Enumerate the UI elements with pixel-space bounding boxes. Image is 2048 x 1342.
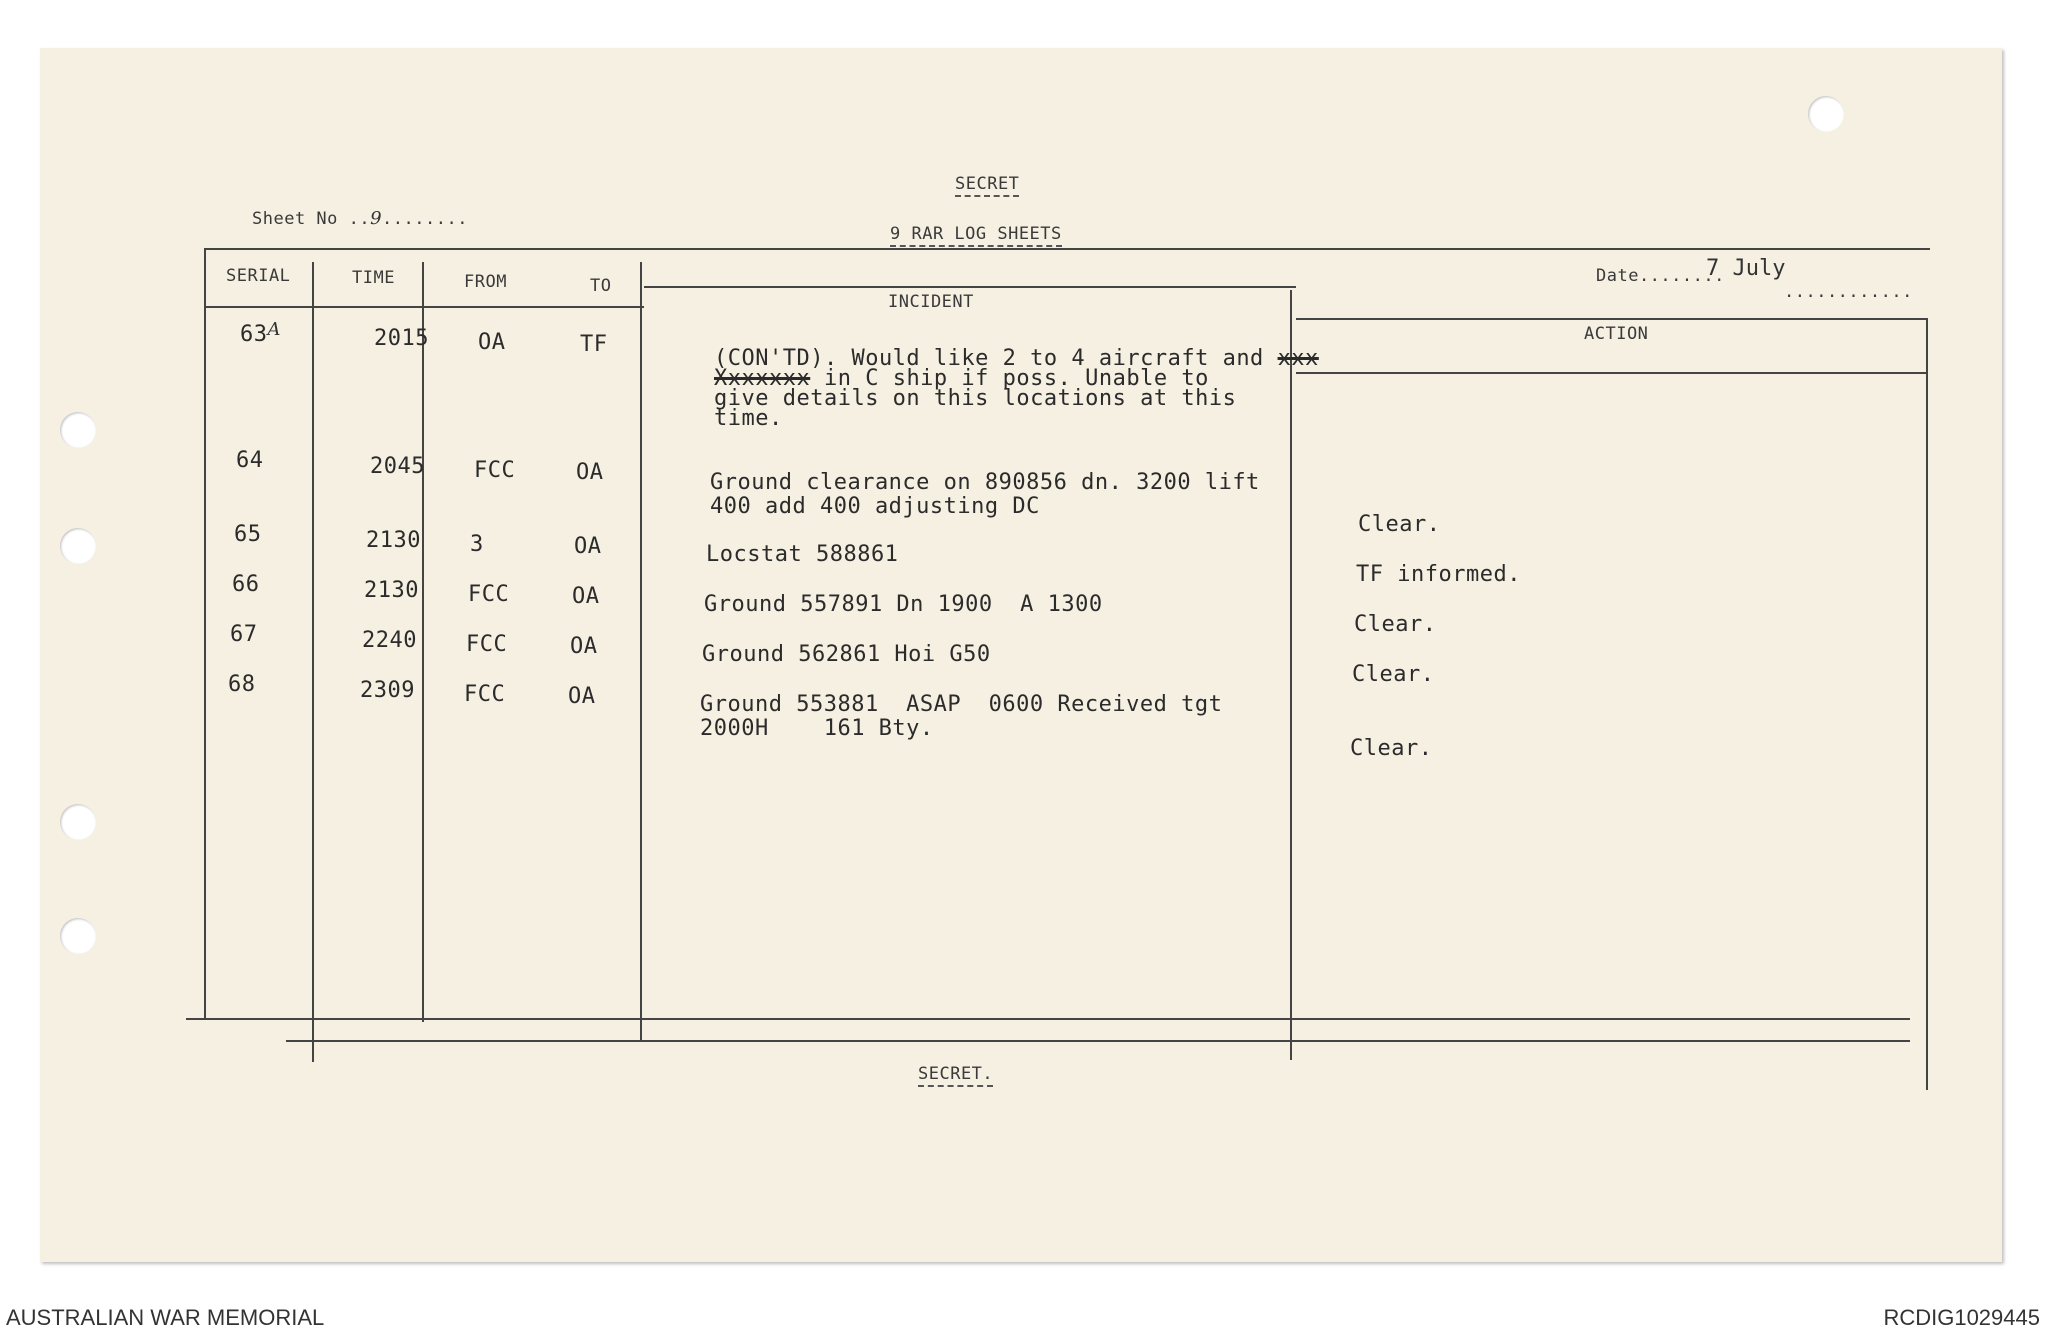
serial-handwritten-mark: A — [267, 319, 281, 340]
header-separator-incident — [644, 286, 1296, 288]
classification-bottom: SECRET. — [918, 1064, 993, 1087]
column-divider — [422, 262, 424, 1022]
row-65-time: 2130 — [366, 528, 421, 553]
row-67-time: 2240 — [362, 628, 417, 653]
row-66-from: FCC — [468, 582, 510, 607]
punch-hole — [1808, 96, 1844, 132]
document-title: 9 RAR LOG SHEETS — [890, 224, 1062, 247]
row-65-incident-line: Locstat 588861 — [706, 542, 899, 567]
struck-text: Xxxxxxx — [714, 366, 811, 391]
row-66-to: OA — [572, 584, 600, 609]
row-67-from: FCC — [466, 632, 508, 657]
row-66-action: Clear. — [1354, 612, 1437, 637]
row-67-action: Clear. — [1352, 662, 1435, 687]
sheet-dots: ........ — [382, 209, 468, 229]
punch-hole — [60, 918, 96, 954]
header-separator-left — [204, 306, 644, 308]
column-divider — [640, 262, 642, 1042]
row-65-from: 3 — [470, 532, 484, 557]
incident-text: (CON'TD). Would like 2 to 4 aircraft and — [714, 346, 1278, 371]
table-bottom-border — [186, 1018, 1910, 1020]
row-68-action: Clear. — [1350, 736, 1433, 761]
row-68-incident-line: 2000H 161 Bty. — [700, 716, 934, 741]
row-66-time: 2130 — [364, 578, 419, 603]
row-64-time: 2045 — [370, 454, 425, 479]
footer-catalog-id: RCDIG1029445 — [1883, 1305, 2040, 1330]
row-64-from: FCC — [474, 458, 516, 483]
row-64-incident-line: Ground clearance on 890856 dn. 3200 lift — [710, 470, 1260, 495]
serial-value: 63 — [240, 322, 268, 347]
row-67-incident-line: Ground 562861 Hoi G50 — [702, 642, 991, 667]
header-separator-action — [1296, 372, 1926, 374]
punch-hole — [60, 412, 96, 448]
row-68-serial: 68 — [228, 672, 256, 697]
row-64-serial: 64 — [236, 448, 264, 473]
row-68-time: 2309 — [360, 678, 415, 703]
row-63-from: OA — [478, 330, 506, 355]
column-divider — [1290, 290, 1292, 1060]
row-63-time: 2015 — [374, 326, 429, 351]
column-header-to: TO — [590, 276, 612, 296]
classification-top: SECRET — [955, 174, 1019, 197]
date-value: 7 July — [1706, 256, 1786, 281]
column-header-serial: SERIAL — [226, 266, 291, 286]
column-header-incident: INCIDENT — [888, 292, 974, 312]
date-dots: ............ — [1784, 282, 1913, 302]
row-65-action: TF informed. — [1356, 562, 1521, 587]
punch-hole — [60, 804, 96, 840]
table-top-border — [204, 248, 1930, 250]
row-65-serial: 65 — [234, 522, 262, 547]
row-67-to: OA — [570, 634, 598, 659]
row-65-to: OA — [574, 534, 602, 559]
sheet-number: 9 — [370, 208, 383, 229]
column-header-action: ACTION — [1584, 324, 1649, 344]
punch-hole — [60, 528, 96, 564]
sheet-number-field — [252, 208, 468, 229]
row-63-incident-line: give details on this locations at this — [714, 386, 1237, 411]
column-divider — [1926, 318, 1928, 1090]
row-63-serial — [240, 319, 281, 347]
row-67-serial: 67 — [230, 622, 258, 647]
table-bottom-border-lower — [286, 1040, 1910, 1042]
row-68-incident-line: Ground 553881 ASAP 0600 Received tgt — [700, 692, 1223, 717]
footer-institution: AUSTRALIAN WAR MEMORIAL — [6, 1305, 325, 1330]
column-header-time: TIME — [352, 268, 395, 288]
incident-text: in C ship if poss. Unable to — [823, 366, 1209, 391]
column-divider — [204, 248, 206, 1020]
row-63-incident-line: time. — [714, 406, 783, 431]
row-63-to: TF — [580, 332, 608, 357]
row-68-from: FCC — [464, 682, 506, 707]
row-68-to: OA — [568, 684, 596, 709]
struck-text: xxx — [1277, 346, 1319, 371]
table-top-border-right — [1296, 318, 1926, 320]
row-64-action: Clear. — [1358, 512, 1441, 537]
row-66-incident-line: Ground 557891 Dn 1900 A 1300 — [704, 592, 1103, 617]
row-64-incident-line: 400 add 400 adjusting DC — [710, 494, 1040, 519]
column-divider — [312, 262, 314, 1062]
row-66-serial: 66 — [232, 572, 260, 597]
date-label: Date........ — [1596, 266, 1725, 286]
sheet-label: Sheet No .. — [252, 209, 371, 229]
column-header-from: FROM — [464, 272, 507, 292]
row-64-to: OA — [576, 460, 604, 485]
